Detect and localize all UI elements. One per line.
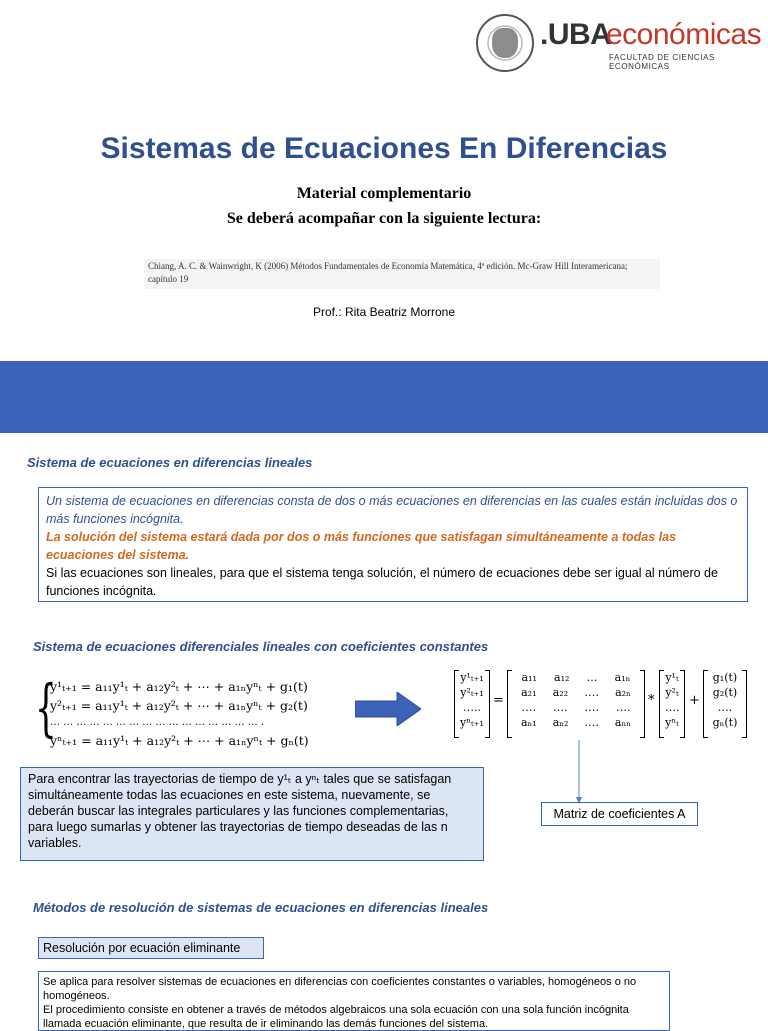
blue-banner — [0, 361, 768, 433]
section-heading-resolution-methods: Métodos de resolución de sistemas de ecuaciones en diferencias lineales — [33, 900, 489, 915]
plus-sign: + — [689, 693, 700, 708]
equals-sign: = — [493, 693, 504, 708]
matrix-row — [508, 685, 644, 700]
matrix-lhs — [454, 670, 490, 738]
matrix-cell: yⁿₜ — [665, 716, 679, 729]
matrix-cell: …. — [584, 701, 599, 714]
method-text-2: El procedimiento consiste en obtener a través de métodos algebraicos una sola ecuación con una sola función incógnita llamada ecuación eliminante, que resulta de ir eliminando las demás funciones del sistema. — [43, 1004, 629, 1030]
university-seal-icon — [476, 14, 534, 72]
method-description-box — [38, 971, 670, 1031]
matrix-cell: a₁₂ — [554, 671, 570, 684]
logo-uba: .UBA — [540, 18, 612, 51]
matrix-cell: a₂₂ — [552, 686, 569, 699]
matrix-row — [508, 715, 644, 730]
right-arrow-icon — [355, 692, 421, 726]
professor-name: Prof.: Rita Beatriz Morrone — [312, 305, 456, 319]
left-brace: { — [35, 671, 57, 744]
matrix-cell: …. — [616, 701, 631, 714]
section-heading-constant-coefficients: Sistema de ecuaciones diferenciales lineales con coeficientes constantes — [33, 639, 489, 654]
matrix-cell: g₂(t) — [712, 686, 738, 699]
equation-n: yⁿₜ₊₁ = a₁₁y¹ₜ + a₁₂y²ₜ + ⋯ + a₁ₙyⁿₜ + gₙ(t) — [50, 733, 309, 748]
matrix-cell: a₁₁ — [521, 671, 537, 684]
coefficient-matrix — [507, 670, 645, 738]
matrix-cell: …. — [584, 716, 599, 729]
equation-system — [35, 672, 355, 752]
citation: Chiang, A. C. & Wainwright, K (2006) Métodos Fundamentales de Economía Matemática, 4ª edición. Mc-Graw Hill Interamericana; capítulo 19 — [144, 259, 660, 289]
subtitle-material: Material complementario — [296, 185, 472, 202]
matrix-cell: y¹ₜ₊₁ — [460, 671, 484, 684]
times-sign: * — [648, 693, 655, 708]
equation-2: y²ₜ₊₁ = a₁₁y¹ₜ + a₁₂y²ₜ + ⋯ + a₁ₙyⁿₜ + g₂(t) — [50, 698, 308, 713]
matrix-cell: …. — [521, 701, 536, 714]
matrix-cell: yⁿₜ₊₁ — [460, 716, 484, 729]
matrix-cell: a₂ₙ — [615, 686, 631, 699]
section-heading-linear-systems: Sistema de ecuaciones en diferencias lineales — [27, 455, 313, 470]
matrix-cell: …. — [553, 701, 568, 714]
matrix-cell: …. — [584, 686, 599, 699]
logo-economicas: económicas — [606, 18, 762, 51]
definition-text: Un sistema de ecuaciones en diferencias consta de dos o más ecuaciones en diferencias en las cuales están incluidas dos o más funciones incógnita. — [46, 494, 738, 526]
matrix-cell: … — [586, 671, 598, 684]
matrix-cell: y²ₜ₊₁ — [460, 686, 484, 699]
equation-1: y¹ₜ₊₁ = a₁₁y¹ₜ + a₁₂y²ₜ + ⋯ + a₁ₙyⁿₜ + g₁(t) — [50, 679, 308, 694]
matrix-cell: a₂₁ — [521, 686, 537, 699]
condition-text: Si las ecuaciones son lineales, para que el sistema tenga solución, el número de ecuaciones debe ser igual al número de funciones incógnita. — [46, 566, 718, 598]
matrix-row — [508, 700, 644, 715]
method-label: Resolución por ecuación eliminante — [38, 937, 264, 959]
page-title: Sistemas de Ecuaciones En Diferencias — [100, 132, 668, 165]
solution-text: La solución del sistema estará dada por dos o más funciones que satisfagan simultáneamente a todas las ecuaciones del sistema. — [46, 530, 677, 562]
definition-box — [38, 487, 748, 602]
method-text-1: Se aplica para resolver sistemas de ecuaciones en diferencias con coeficientes constantes o variables, homogéneos o no homogéneos. — [43, 976, 637, 1002]
logo-subtitle: FACULTAD DE CIENCIAS ECONÓMICAS — [609, 53, 715, 71]
subtitle-reading: Se deberá acompañar con la siguiente lectura: — [226, 210, 542, 227]
explanation-box: Para encontrar las trayectorias de tiempo de y¹ₜ a yⁿₜ tales que se satisfagan simultáneamente todas las ecuaciones en este sistema, nuevamente, se deberán buscar las integrales particulares y las funciones complementarias, para luego sumarlas y obtener las trayectorias de tiempo deseadas de las n variables. — [20, 767, 484, 861]
matrix-cell: y¹ₜ — [665, 671, 679, 684]
matrix-cell: …. — [665, 701, 680, 714]
matrix-label: Matriz de coeficientes A — [541, 802, 698, 826]
equation-dots: … … … … … … … … … … … … … … … … . — [50, 717, 265, 728]
matrix-y — [659, 670, 685, 738]
matrix-g — [703, 670, 747, 738]
matrix-cell: aₙₙ — [614, 716, 631, 729]
matrix-cell: aₙ₂ — [552, 716, 569, 729]
matrix-cell: gₙ(t) — [712, 716, 738, 729]
matrix-cell: y²ₜ — [665, 686, 679, 699]
matrix-cell: a₁ₙ — [614, 671, 631, 684]
matrix-cell: aₙ₁ — [520, 716, 537, 729]
matrix-row — [508, 670, 644, 685]
matrix-cell: ….. — [463, 701, 481, 714]
matrix-cell: …. — [717, 701, 733, 714]
matrix-cell: g₁(t) — [712, 671, 738, 684]
down-arrow-icon — [576, 740, 582, 804]
